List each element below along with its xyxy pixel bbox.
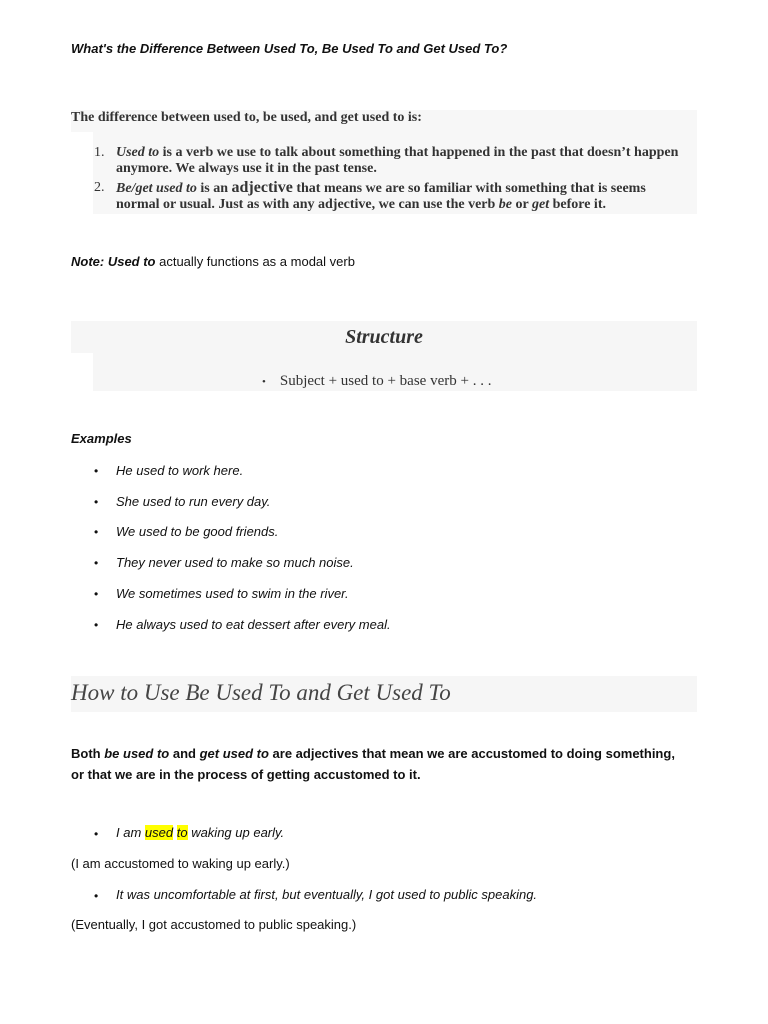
difference-text: or xyxy=(512,197,532,212)
page-title: What's the Difference Between Used To, Be Used To and Get Used To? xyxy=(71,41,508,56)
how-to-heading: How to Use Be Used To and Get Used To xyxy=(71,680,451,705)
difference-text: is a verb we use to talk about something that happened in the past that doesn’t happen xyxy=(159,145,679,160)
example-item: We used to be good friends. xyxy=(116,524,279,539)
term: Used to xyxy=(116,145,160,160)
structure-title: Structure xyxy=(345,326,423,348)
example-item xyxy=(116,825,284,840)
example-item: We sometimes used to swim in the river. xyxy=(116,586,349,601)
explanation: (I am accustomed to waking up early.) xyxy=(71,856,290,871)
bullet: • xyxy=(94,495,99,509)
example-item: She used to run every day. xyxy=(116,494,271,509)
example-text: waking up early. xyxy=(187,825,285,840)
example-item: It was uncomfortable at first, but eventually, I got used to public speaking. xyxy=(116,887,538,902)
list-number: 1. xyxy=(94,145,105,160)
difference-item-2 xyxy=(94,179,696,213)
paragraph-text: are adjectives that mean we are accustomed to doing something, xyxy=(268,746,675,761)
difference-item-1 xyxy=(94,145,696,177)
bullet: • xyxy=(94,587,99,601)
note xyxy=(71,254,355,269)
difference-text: is an xyxy=(196,181,232,196)
highlighted-word: used xyxy=(144,825,174,840)
paragraph-text: and xyxy=(169,746,200,761)
example-item: He always used to eat dessert after every meal. xyxy=(116,617,391,632)
term: be used to xyxy=(104,746,170,761)
bullet: • xyxy=(94,618,99,632)
structure-formula: Subject + used to + base verb + . . . xyxy=(279,373,492,389)
adjective-word: adjective xyxy=(231,179,293,196)
list-number: 2. xyxy=(94,180,105,195)
explanation: (Eventually, I got accustomed to public speaking.) xyxy=(71,917,357,932)
examples-label: Examples xyxy=(71,431,132,446)
how-to-paragraph xyxy=(71,743,697,785)
difference-text: before it. xyxy=(549,197,606,212)
difference-list xyxy=(93,132,697,214)
verb-be: be xyxy=(498,197,513,212)
bullet: • xyxy=(94,525,99,539)
paragraph-text: Both xyxy=(71,746,105,761)
difference-text: normal or usual. Just as with any adjective, we can use the verb xyxy=(116,197,499,212)
paragraph-text-line2: or that we are in the process of getting accustomed to it. xyxy=(71,767,421,782)
difference-intro xyxy=(71,110,697,132)
structure-item xyxy=(262,373,491,390)
term: get used to xyxy=(199,746,269,761)
difference-intro-text: The difference between used to, be used, and get used to is: xyxy=(71,110,422,125)
note-text: actually functions as a modal verb xyxy=(155,254,355,269)
bullet: • xyxy=(94,556,99,570)
example-item: He used to work here. xyxy=(116,463,244,478)
bullet: • xyxy=(94,827,99,841)
term: Be/get used to xyxy=(116,181,197,196)
example-text: I am xyxy=(116,825,145,840)
bullet: • xyxy=(262,376,266,388)
note-label: Note: Used to xyxy=(71,254,156,269)
bullet: • xyxy=(94,464,99,478)
bullet: • xyxy=(94,889,99,903)
difference-text-line2: anymore. We always use it in the past tense. xyxy=(116,161,377,176)
verb-get: get xyxy=(531,197,550,212)
difference-text: that means we are so familiar with something that is seems xyxy=(292,181,646,196)
example-item: They never used to make so much noise. xyxy=(116,555,354,570)
highlighted-word: to xyxy=(176,825,188,840)
